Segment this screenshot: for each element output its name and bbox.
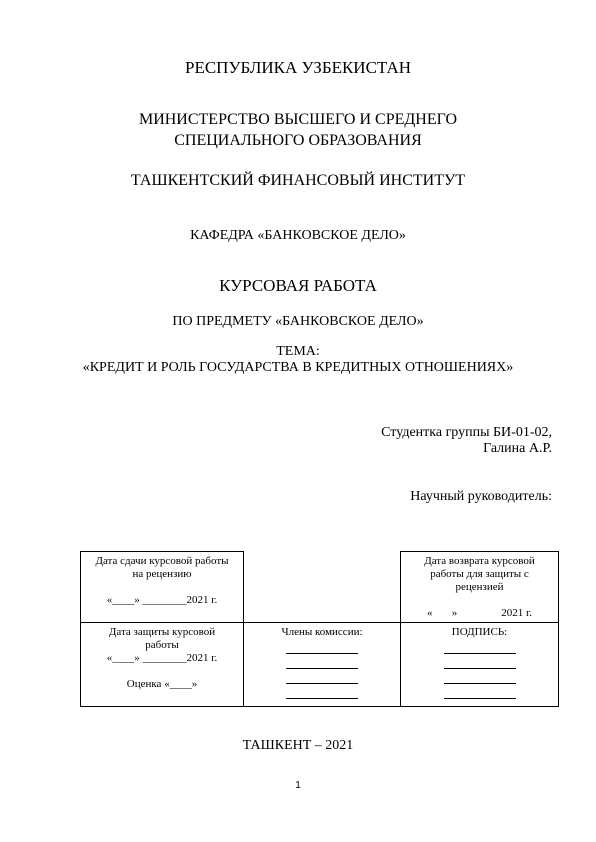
city-year: ТАШКЕНТ – 2021 (242, 738, 354, 753)
supervisor-label: Научный руководитель: (410, 489, 552, 504)
defense-date: «____» ________2021 г. (106, 652, 218, 664)
department-name: КАФЕДРА «БАНКОВСКОЕ ДЕЛО» (190, 228, 406, 243)
country-heading: РЕСПУБЛИКА УЗБЕКИСТАН (184, 58, 412, 77)
signature-label: ПОДПИСЬ: (451, 626, 508, 638)
empty-middle-cell (244, 552, 401, 623)
commission-signature-line (286, 669, 358, 684)
institute-name: ТАШКЕНТСКИЙ ФИНАНСОВЫЙ ИНСТИТУТ (130, 172, 466, 189)
student-group: Студентка группы БИ-01-02, (381, 425, 552, 440)
work-type-title: КУРСОВАЯ РАБОТА (219, 276, 377, 295)
theme-label: ТЕМА: (276, 344, 320, 359)
page-number: 1 (295, 780, 301, 791)
commission-signature-line (286, 684, 358, 699)
submission-label-line-2: на рецензию (132, 568, 192, 580)
grade-line: Оценка «____» (126, 678, 198, 690)
return-label-line-3: рецензией (455, 581, 504, 593)
commission-signature-line (286, 654, 358, 669)
signature-cell (401, 623, 559, 707)
submission-date-cell (81, 552, 244, 623)
return-date-cell (401, 552, 559, 623)
submission-label-line-1: Дата сдачи курсовой работы (95, 555, 229, 567)
signature-line (444, 654, 516, 669)
return-date: « » 2021 г. (426, 607, 533, 619)
return-label-line-1: Дата возврата курсовой (424, 555, 535, 567)
defense-date-cell (81, 623, 244, 707)
defense-label-line-2: работы (145, 639, 179, 651)
submission-date: «____» ________2021 г. (106, 594, 218, 606)
return-label-line-2: работы для защиты с (430, 568, 529, 580)
signature-line (444, 669, 516, 684)
signature-line (444, 684, 516, 699)
defense-info-table (80, 551, 559, 707)
defense-label-line-1: Дата защиты курсовой (108, 626, 216, 638)
commission-signature-line (286, 639, 358, 654)
commission-cell (244, 623, 401, 707)
theme-title: «КРЕДИТ И РОЛЬ ГОСУДАРСТВА В КРЕДИТНЫХ ОТНОШЕНИЯХ» (82, 360, 514, 375)
commission-label: Члены комиссии: (281, 626, 363, 638)
subject-line: ПО ПРЕДМЕТУ «БАНКОВСКОЕ ДЕЛО» (172, 314, 424, 329)
ministry-line-1: МИНИСТЕРСТВО ВЫСШЕГО И СРЕДНЕГО (138, 111, 458, 128)
student-name: Галина А.Р. (483, 441, 552, 456)
signature-line (444, 639, 516, 654)
ministry-line-2: СПЕЦИАЛЬНОГО ОБРАЗОВАНИЯ (174, 132, 422, 149)
